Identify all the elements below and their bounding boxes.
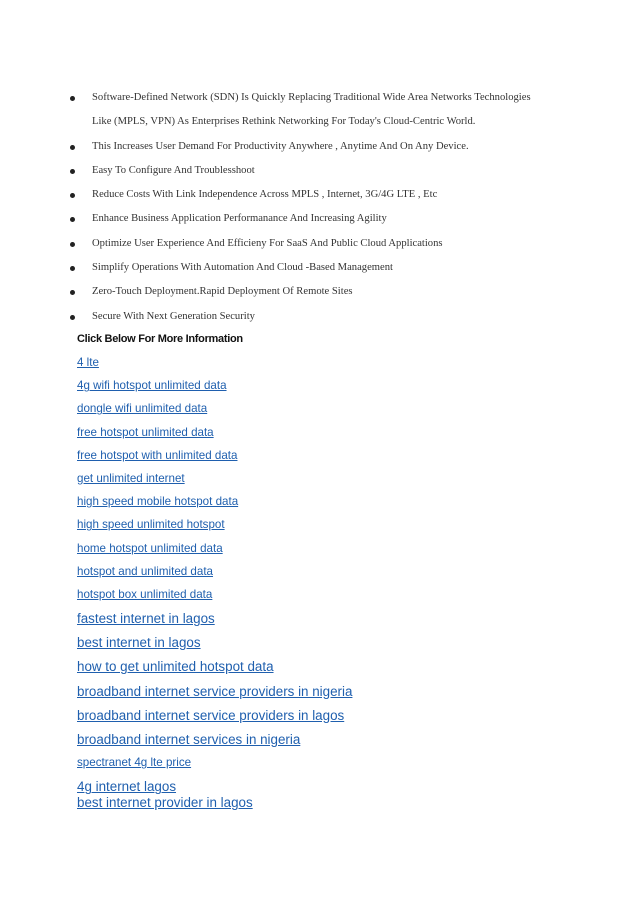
bullet-icon: [70, 315, 75, 320]
feature-text: Simplify Operations With Automation And Cloud -Based Management: [92, 262, 393, 274]
link-fastest-internet-lagos[interactable]: fastest internet in lagos: [77, 611, 215, 627]
feature-item: [0, 207, 638, 231]
feature-text: Secure With Next Generation Security: [92, 310, 255, 322]
feature-item: [0, 256, 638, 280]
link-home-hotspot[interactable]: home hotspot unlimited data: [77, 541, 223, 555]
feature-text: Software-Defined Network (SDN) Is Quickly Replacing Traditional Wide Area Networks Technologies: [92, 92, 531, 103]
bullet-icon: [70, 145, 75, 150]
bullet-icon: [70, 290, 75, 295]
link-free-hotspot[interactable]: free hotspot unlimited data: [77, 425, 214, 439]
feature-item-continuation: [0, 110, 638, 134]
link-4-lte[interactable]: 4 lte: [77, 356, 99, 369]
bullet-icon: [70, 193, 75, 198]
link-dongle-wifi[interactable]: dongle wifi unlimited data: [77, 402, 208, 416]
feature-text: Easy To Configure And Troublesshoot: [92, 164, 255, 176]
feature-item: [0, 232, 638, 256]
feature-item: [0, 305, 638, 329]
feature-text: Like (MPLS, VPN) As Enterprises Rethink Networking For Today's Cloud-Centric World.: [92, 116, 476, 128]
link-high-speed-mobile-hotspot[interactable]: high speed mobile hotspot data: [77, 495, 239, 509]
feature-item: [0, 159, 638, 183]
link-hotspot-box[interactable]: hotspot box unlimited data: [77, 587, 213, 601]
link-best-internet-lagos[interactable]: best internet in lagos: [77, 635, 201, 651]
link-best-provider-lagos[interactable]: best internet provider in lagos: [77, 795, 253, 811]
feature-text: This Increases User Demand For Productivity Anywhere , Anytime And On Any Device.: [92, 140, 469, 152]
link-broadband-services-nigeria[interactable]: broadband internet services in nigeria: [77, 732, 301, 747]
feature-item: [0, 280, 638, 304]
bullet-icon: [70, 169, 75, 174]
link-4g-internet-lagos[interactable]: 4g internet lagos: [77, 779, 177, 795]
feature-text: Reduce Costs With Link Independence Across MPLS , Internet, 3G/4G LTE , Etc: [92, 189, 438, 201]
bullet-icon: [70, 96, 75, 101]
link-free-hotspot-unlimited[interactable]: free hotspot with unlimited data: [77, 448, 238, 462]
feature-list: [0, 86, 638, 329]
bullet-icon: [70, 242, 75, 247]
link-list: [77, 355, 352, 819]
feature-text: Optimize User Experience And Efficieny For SaaS And Public Cloud Applications: [92, 237, 443, 249]
link-broadband-providers-lagos[interactable]: broadband internet service providers in lagos: [77, 707, 345, 723]
feature-item: [0, 135, 638, 159]
link-high-speed-unlimited-hotspot[interactable]: high speed unlimited hotspot: [77, 518, 225, 532]
feature-item: [0, 86, 638, 110]
link-get-unlimited-internet[interactable]: get unlimited internet: [77, 471, 185, 485]
feature-text: Zero-Touch Deployment.Rapid Deployment Of Remote Sites: [92, 286, 353, 298]
link-broadband-providers-nigeria[interactable]: broadband internet service providers in nigeria: [77, 683, 353, 699]
bullet-icon: [70, 217, 75, 222]
link-hotspot-and-unlimited[interactable]: hotspot and unlimited data: [77, 564, 214, 578]
bullet-icon: [70, 266, 75, 271]
link-4g-wifi-hotspot[interactable]: 4g wifi hotspot unlimited data: [77, 379, 227, 393]
feature-item: [0, 183, 638, 207]
feature-text: Enhance Business Application Performanance And Increasing Agility: [92, 213, 387, 225]
link-spectranet-price[interactable]: spectranet 4g lte price: [77, 756, 192, 770]
link-how-to-get-hotspot[interactable]: how to get unlimited hotspot data: [77, 659, 274, 675]
more-info-heading: Click Below For More Information: [77, 333, 243, 345]
